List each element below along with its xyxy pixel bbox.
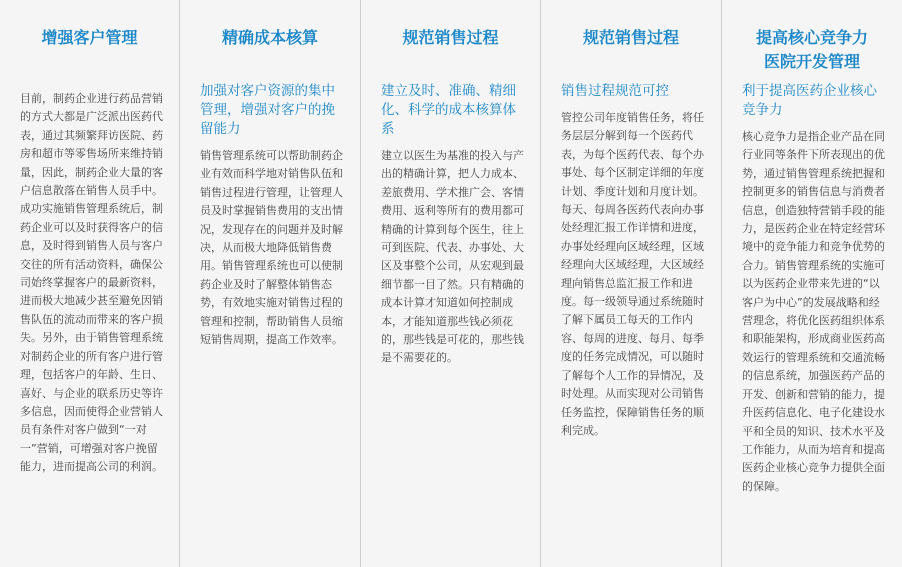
column-body: 建立以医生为基准的投入与产出的精确计算，把人力成本、差旅费用、学术推广会、客情费用、返利等所有的费用都可精确的计算到每个医生，往上可到医院、代表、办事处、大区及事整个公司，从宏观到最细节都一目了然。只有精确的成本计算才知道如何控制成本，才能知道那些钱必须花的，那些钱是可花的，那些钱是不需要花的。 — [381, 149, 524, 365]
column-body: 核心竞争力是指企业产品在同行业同等条件下所表现出的优势，通过销售管理系统把握和控制更多的销售信息与消费者信息，创造独特营销手段的能力，是医药企业在特定经营环境中的竞争能力和竞争优势的合力。销售管理系统的实施可以为医药企业带来先进的“以客户为中心”的发展战略和经营理念，将优化医药组织体系和职能架构，形成商业医药高效运行的管理系统和交通流畅的信息系统，加强医药产品的开发、创新和营销的能力，提升医药信息化、电子化建设水平和全员的知识、技术水平及工作能力，从而为培育和提高医药企业核心竞争力提供全面的保障。 — [742, 130, 885, 493]
column-subtitle: 建立及时、准确、精细化、科学的成本核算体系 — [381, 83, 516, 137]
column-header — [361, 0, 540, 82]
column-subtitle: 加强对客户资源的集中管理，增强对客户的挽留能力 — [200, 83, 335, 137]
column-title: 增强客户管理 — [41, 28, 138, 47]
column-core-competitiveness — [722, 0, 902, 567]
column-title: 精确成本核算 — [221, 28, 318, 47]
column-title: 规范销售过程 — [402, 28, 499, 47]
column-subtitle: 利于提高医药企业核心竞争力 — [742, 83, 877, 118]
column-subtitle: 销售过程规范可控 — [561, 83, 669, 99]
column-header — [541, 0, 721, 82]
column-header — [180, 0, 360, 82]
column-sales-process-a — [361, 0, 541, 567]
column-body: 目前，制药企业进行药品营销的方式大都是广泛派出医药代表，通过其频繁拜访医院、药房和超市等零售场所来维持销量，因此，制药企业大量的客户信息散落在销售人员手中。成功实施销售管理系统后，制药企业可以及时获得客户的信息，及时得到销售人员与客户交往的所有活动资料，确保公司始终掌握客户的最新资料，进而极大地减少甚至避免因销售队伍的流动而带来的客户损失。另外，由于销售管理系统对制药企业的所有客户进行管理，包括客户的年龄、生日、喜好、与企业的联系历史等许多信息，因而使得企业营销人员有条件对客户做到“一对一”营销，可增强对客户挽留能力，进而提高公司的利润。 — [20, 92, 163, 474]
column-header — [0, 0, 179, 82]
column-cost-accounting — [180, 0, 361, 567]
column-body: 销售管理系统可以帮助制药企业有效而科学地对销售队伍和销售过程进行管理，让管理人员及时掌握销售费用的支出情况，发现存在的问题并及时解决，从而极大地降低销售费用。销售管理系统也可以使制药企业及时了解整体销售态势，有效地实施对销售过程的管理和控制，帮助销售人员缩短销售周期，提高工作效率。 — [200, 149, 343, 347]
column-sales-process-b — [541, 0, 722, 567]
column-customer-management — [0, 0, 180, 567]
column-title: 规范销售过程 — [582, 28, 679, 47]
column-body: 管控公司年度销售任务，将任务层层分解到每一个医药代表，为每个医药代表、每个办事处、每个区制定详细的年度计划、季度计划和月度计划。每天、每周各医药代表向办事处经理汇报工作详情和进度，办事处经理向区域经理，区域经理向大区域经理，大区域经理向销售总监汇报工作和进度。每一级领导通过系统随时了解下属员工每天的工作内容、每周的进度、每月、每季度的任务完成情况，可以随时了解每个人工作的异情况，及时处理。从而实现对公司销售任务监控，保障销售任务的顺利完成。 — [561, 111, 704, 437]
column-header — [722, 0, 902, 82]
column-title: 提高核心竞争力 医院开发管理 — [755, 28, 868, 71]
